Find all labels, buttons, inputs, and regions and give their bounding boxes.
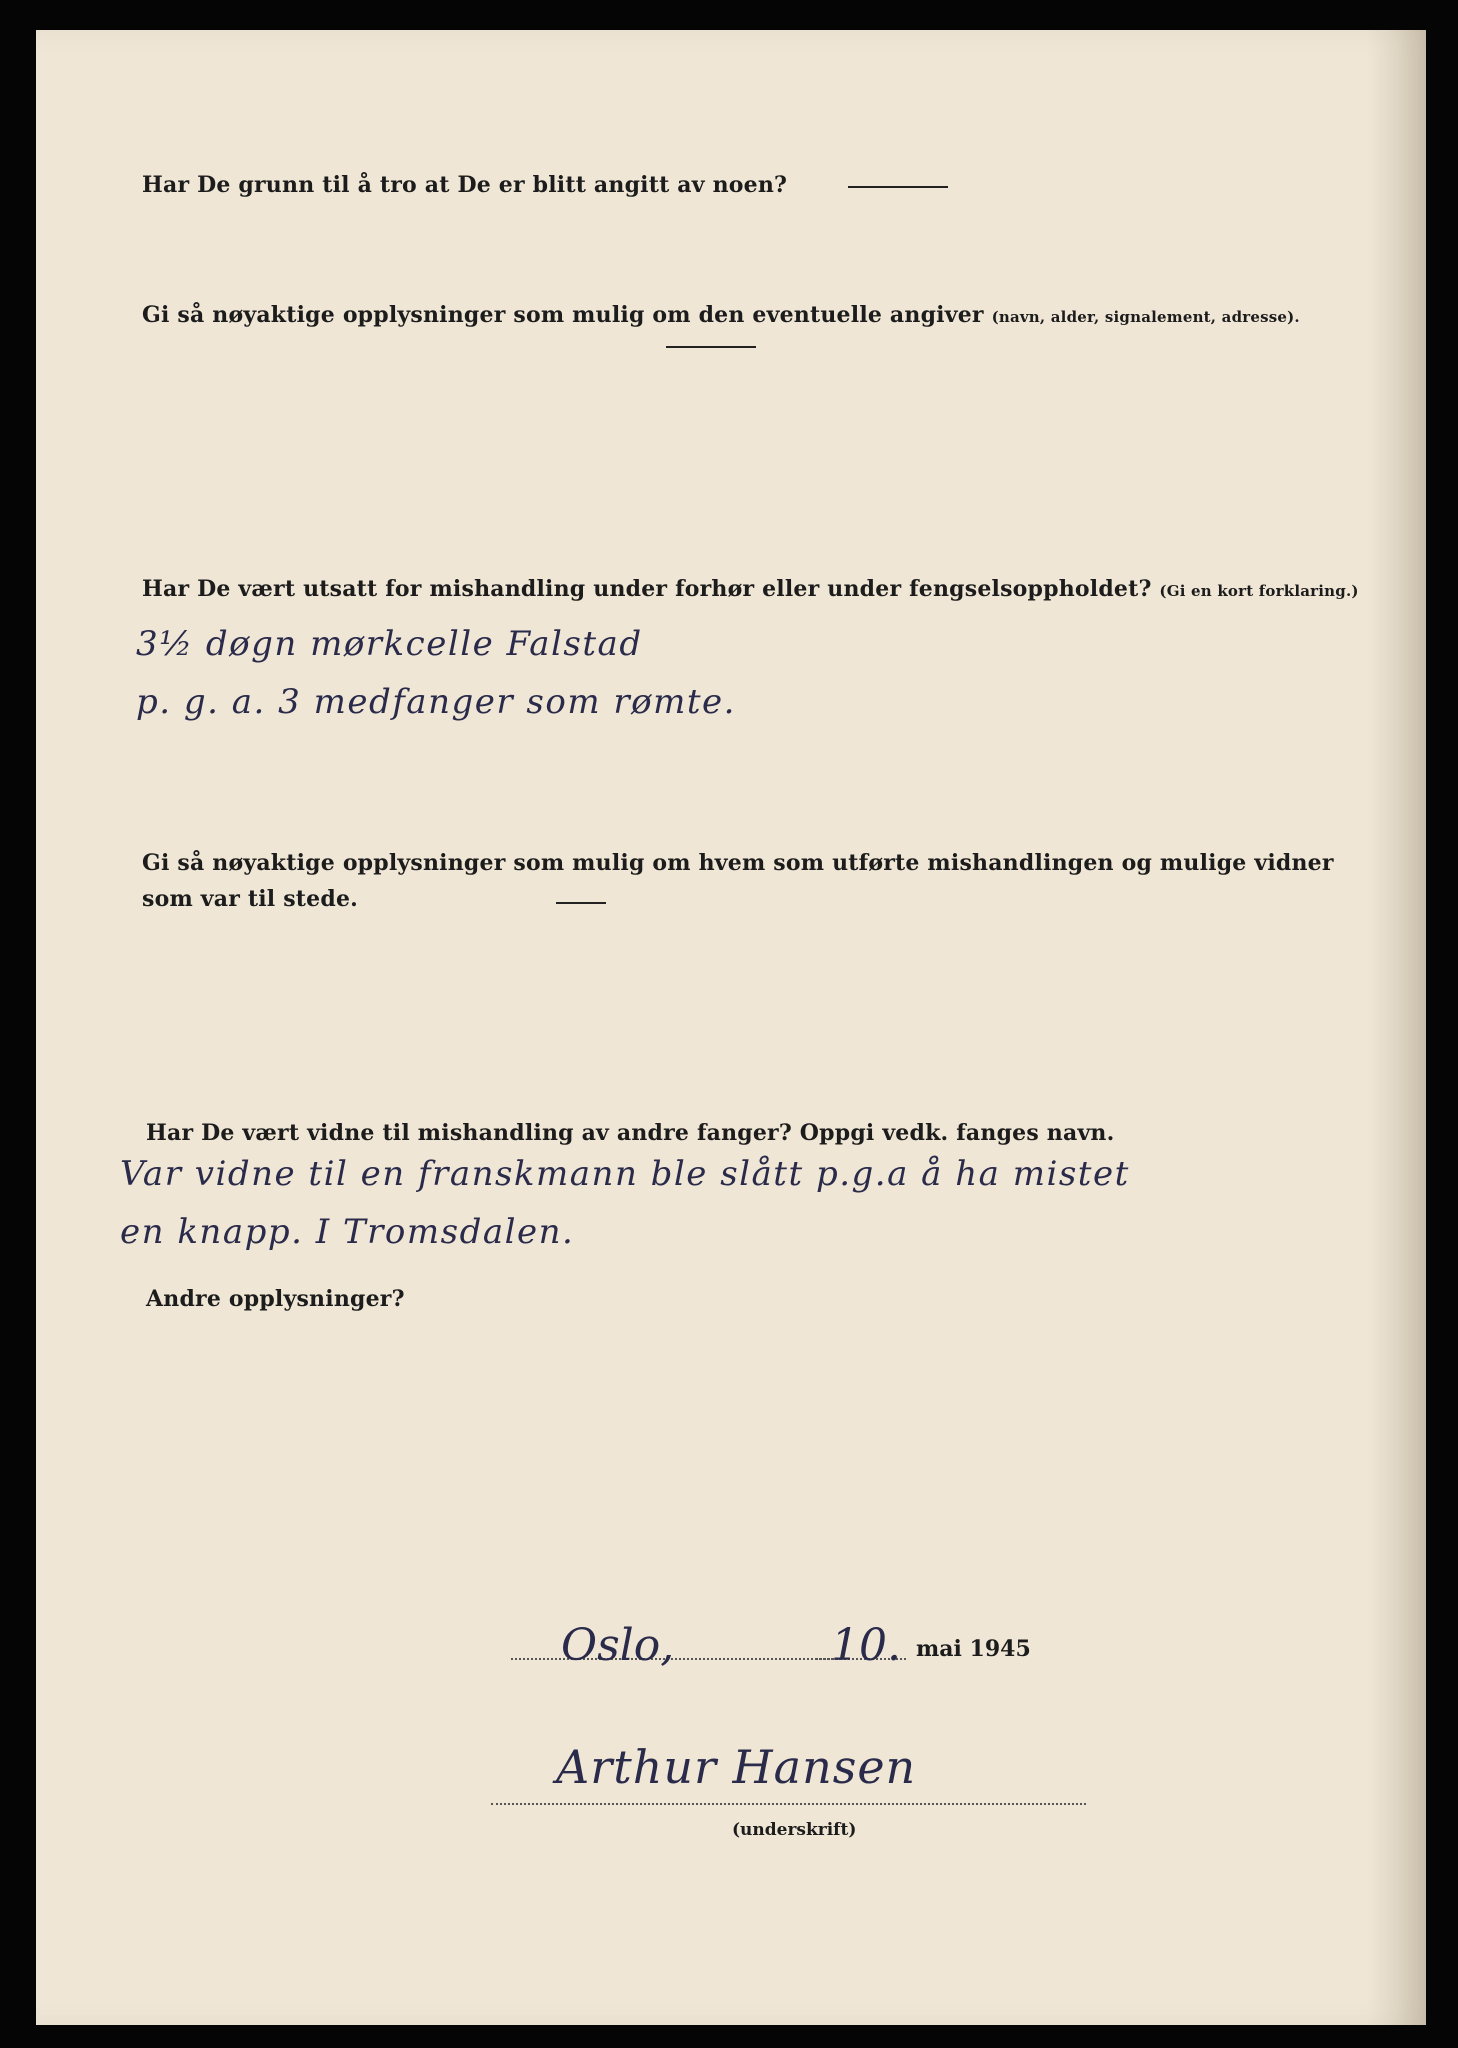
document-page <box>36 30 1426 2025</box>
question-witness <box>146 1120 1114 1146</box>
answer-dash-perpetrators <box>556 902 606 904</box>
question-other-info <box>146 1286 405 1312</box>
question-informer-details-hint: (navn, alder, signalement, adresse). <box>991 308 1300 326</box>
question-perpetrators-text-1: Gi så nøyaktige opplysninger som mulig om hvem som utførte mishandlingen og mulige vidner <box>142 850 1334 876</box>
signature-handwritten: Arthur Hansen <box>556 1740 917 1794</box>
answer-mistreatment-line-1: 3½ døgn mørkcelle Falstad <box>136 624 643 664</box>
question-witness-text: Har De vært vidne til mishandling av andre fanger? Oppgi vedk. fanges navn. <box>146 1120 1115 1146</box>
place-handwritten: Oslo, <box>561 1620 675 1671</box>
question-informer-details <box>142 302 1300 328</box>
signature-dotted-line <box>491 1803 1086 1805</box>
answer-witness-line-1: Var vidne til en franskmann ble slått p.g.a å ha mistet <box>120 1154 1130 1194</box>
question-denounced <box>142 172 787 198</box>
question-perpetrators-line-2 <box>142 886 358 912</box>
answer-dash-informer <box>666 346 756 348</box>
page-edge-shading <box>1366 30 1426 2025</box>
day-handwritten: 10. <box>831 1620 901 1671</box>
date-line <box>511 1620 1031 1670</box>
question-mistreatment-text: Har De vært utsatt for mishandling under forhør eller under fengselsoppholdet? <box>142 576 1152 602</box>
question-mistreatment-hint: (Gi en kort forklaring.) <box>1159 582 1359 600</box>
question-perpetrators-text-2: som var til stede. <box>142 886 359 912</box>
question-other-info-text: Andre opplysninger? <box>146 1286 405 1312</box>
answer-witness-line-2: en knapp. I Tromsdalen. <box>120 1212 575 1252</box>
signature-caption: (underskrift) <box>732 1820 857 1840</box>
answer-mistreatment-line-2: p. g. a. 3 medfanger som rømte. <box>136 682 736 722</box>
answer-dash-denounced <box>848 186 948 188</box>
question-informer-details-text: Gi så nøyaktige opplysninger som mulig om den eventuelle angiver <box>142 302 984 328</box>
month-year: mai 1945 <box>916 1636 1031 1662</box>
question-mistreatment <box>142 576 1359 602</box>
question-perpetrators-line-1 <box>142 850 1334 876</box>
question-denounced-text: Har De grunn til å tro at De er blitt angitt av noen? <box>142 172 788 198</box>
